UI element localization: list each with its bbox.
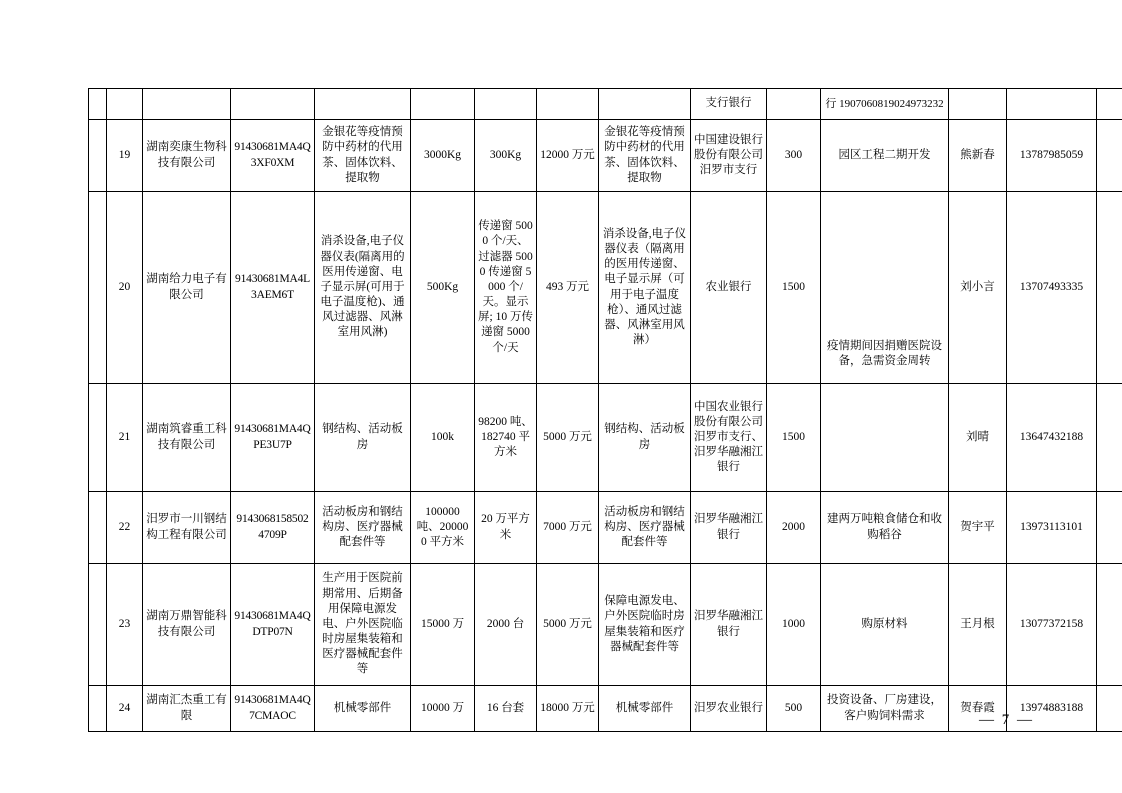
company-cell: 湖南汇杰重工有限	[143, 686, 231, 732]
company-cell: 湖南筑睿重工科技有限公司	[143, 384, 231, 492]
need-cell: 金银花等疫情预防中药材的代用茶、固体饮料、提取物	[599, 120, 691, 192]
sequence-cell: 22	[107, 492, 143, 564]
company-cell: 汨罗市一川钢结构工程有限公司	[143, 492, 231, 564]
value-cell: 12000 万元	[537, 120, 599, 192]
sequence-cell: 20	[107, 192, 143, 384]
amount-cell: 300	[767, 120, 821, 192]
contact-cell: 贺宇平	[949, 492, 1007, 564]
need-cell: 保障电源发电、户外医院临时房屋集装箱和医疗器械配套件等	[599, 564, 691, 686]
tail-cell	[1097, 89, 1122, 120]
contact-cell: 刘晴	[949, 384, 1007, 492]
value-cell: 493 万元	[537, 192, 599, 384]
capacity-cell: 10000 万	[411, 686, 475, 732]
credit-code-cell: 91430681MA4Q7CMAOC	[231, 686, 315, 732]
tail-cell	[1097, 492, 1122, 564]
purpose-cell: 购原材料	[821, 564, 949, 686]
credit-code-cell: 91430681MA4QDTP07N	[231, 564, 315, 686]
value-cell: 5000 万元	[537, 384, 599, 492]
table-row-partial-top	[89, 89, 1122, 120]
company-cell: 湖南奕康生物科技有限公司	[143, 120, 231, 192]
table-row	[89, 120, 1122, 192]
table-row	[89, 384, 1122, 492]
bank-cell: 中国农业银行股份有限公司汨罗市支行、汨罗华融湘江银行	[691, 384, 767, 492]
bank-cell: 中国建设银行股份有限公司汨罗市支行	[691, 120, 767, 192]
phone-cell: 13707493335	[1007, 192, 1097, 384]
row-marker-cell	[89, 192, 107, 384]
need-cell: 活动板房和钢结构房、医疗器械配套件等	[599, 492, 691, 564]
need-cell: 消杀设备,电子仪器仪表（隔离用的医用传递窗、电子显示屏（可用于电子温度枪）、通风过滤器、风淋室用风淋）	[599, 192, 691, 384]
amount-cell: 1500	[767, 384, 821, 492]
company-cell	[143, 89, 231, 120]
product-cell: 机械零部件	[315, 686, 411, 732]
amount-cell: 1000	[767, 564, 821, 686]
table-row	[89, 686, 1122, 732]
quantity-cell: 98200 吨、182740 平方米	[475, 384, 537, 492]
row-marker-cell	[89, 120, 107, 192]
purpose-cell	[821, 384, 949, 492]
tail-cell	[1097, 686, 1122, 732]
contact-cell: 王月根	[949, 564, 1007, 686]
value-cell	[537, 89, 599, 120]
bank-cell: 汨罗农业银行	[691, 686, 767, 732]
phone-cell: 13647432188	[1007, 384, 1097, 492]
bank-cell: 农业银行	[691, 192, 767, 384]
credit-code-cell: 91430681MA4Q3XF0XM	[231, 120, 315, 192]
contact-cell	[949, 89, 1007, 120]
sequence-cell: 24	[107, 686, 143, 732]
sequence-cell: 23	[107, 564, 143, 686]
capacity-cell: 3000Kg	[411, 120, 475, 192]
bank-cell: 汨罗华融湘江银行	[691, 492, 767, 564]
product-cell: 消杀设备,电子仪器仪表(隔离用的医用传递窗、电子显示屏(可用于电子温度枪)、通风过滤器、风淋室用风淋)	[315, 192, 411, 384]
credit-code-cell	[231, 89, 315, 120]
need-cell	[599, 89, 691, 120]
contact-cell: 刘小言	[949, 192, 1007, 384]
table-row	[89, 492, 1122, 564]
capacity-cell: 15000 万	[411, 564, 475, 686]
credit-code-cell: 91430681MA4QPE3U7P	[231, 384, 315, 492]
company-cell: 湖南给力电子有限公司	[143, 192, 231, 384]
amount-cell: 2000	[767, 492, 821, 564]
quantity-cell: 传递窗 5000 个/天、过滤器 5000 传递窗 5000 个/天。显示屏; 10 万传递窗 5000 个/天	[475, 192, 537, 384]
enterprise-financing-table	[88, 88, 1122, 732]
page-number: — 7 —	[979, 712, 1034, 728]
value-cell: 7000 万元	[537, 492, 599, 564]
credit-code-cell: 91430681MA4L3AEM6T	[231, 192, 315, 384]
data-table-container	[88, 88, 1084, 732]
need-cell: 钢结构、活动板房	[599, 384, 691, 492]
sequence-cell: 19	[107, 120, 143, 192]
value-cell: 5000 万元	[537, 564, 599, 686]
need-cell: 机械零部件	[599, 686, 691, 732]
product-cell	[315, 89, 411, 120]
product-cell: 生产用于医院前期常用、后期备用保障电源发电、户外医院临时房屋集装箱和医疗器械配套件等	[315, 564, 411, 686]
amount-cell	[767, 89, 821, 120]
phone-cell: 13077372158	[1007, 564, 1097, 686]
row-marker-cell	[89, 686, 107, 732]
product-cell: 钢结构、活动板房	[315, 384, 411, 492]
company-cell: 湖南万鼎智能科技有限公司	[143, 564, 231, 686]
product-cell: 金银花等疫情预防中药材的代用茶、固体饮料、提取物	[315, 120, 411, 192]
row-marker-cell	[89, 492, 107, 564]
tail-cell	[1097, 564, 1122, 686]
purpose-cell: 园区工程二期开发	[821, 120, 949, 192]
quantity-cell: 2000 台	[475, 564, 537, 686]
capacity-cell: 100k	[411, 384, 475, 492]
table-row	[89, 192, 1122, 384]
quantity-cell	[475, 89, 537, 120]
bank-cell: 支行银行	[691, 89, 767, 120]
sequence-cell	[107, 89, 143, 120]
row-marker-cell	[89, 564, 107, 686]
capacity-cell: 100000 吨、200000 平方米	[411, 492, 475, 564]
phone-cell: 13787985059	[1007, 120, 1097, 192]
row-marker-cell	[89, 89, 107, 120]
phone-cell: 13973113101	[1007, 492, 1097, 564]
table-row	[89, 564, 1122, 686]
tail-cell	[1097, 120, 1122, 192]
capacity-cell	[411, 89, 475, 120]
phone-cell: 13974883188	[1007, 686, 1097, 732]
bank-cell: 汨罗华融湘江银行	[691, 564, 767, 686]
amount-cell: 500	[767, 686, 821, 732]
quantity-cell: 20 万平方米	[475, 492, 537, 564]
amount-cell: 1500	[767, 192, 821, 384]
quantity-cell: 300Kg	[475, 120, 537, 192]
tail-cell	[1097, 384, 1122, 492]
phone-cell	[1007, 89, 1097, 120]
capacity-cell: 500Kg	[411, 192, 475, 384]
purpose-cell: 建两万吨粮食储仓和收购稻谷	[821, 492, 949, 564]
row-marker-cell	[89, 384, 107, 492]
tail-cell	[1097, 192, 1122, 384]
credit-code-cell: 91430681585024709P	[231, 492, 315, 564]
contact-cell: 熊新春	[949, 120, 1007, 192]
purpose-cell: 疫情期间因捐赠医院设备，急需资金周转	[821, 192, 949, 384]
value-cell: 18000 万元	[537, 686, 599, 732]
product-cell: 活动板房和钢结构房、医疗器械配套件等	[315, 492, 411, 564]
sequence-cell: 21	[107, 384, 143, 492]
contact-cell: 贺春霞	[949, 686, 1007, 732]
purpose-cell: 投资设备、厂房建设，客户购饲料需求	[821, 686, 949, 732]
purpose-cell: 行 1907060819024973232	[821, 89, 949, 120]
quantity-cell: 16 台套	[475, 686, 537, 732]
